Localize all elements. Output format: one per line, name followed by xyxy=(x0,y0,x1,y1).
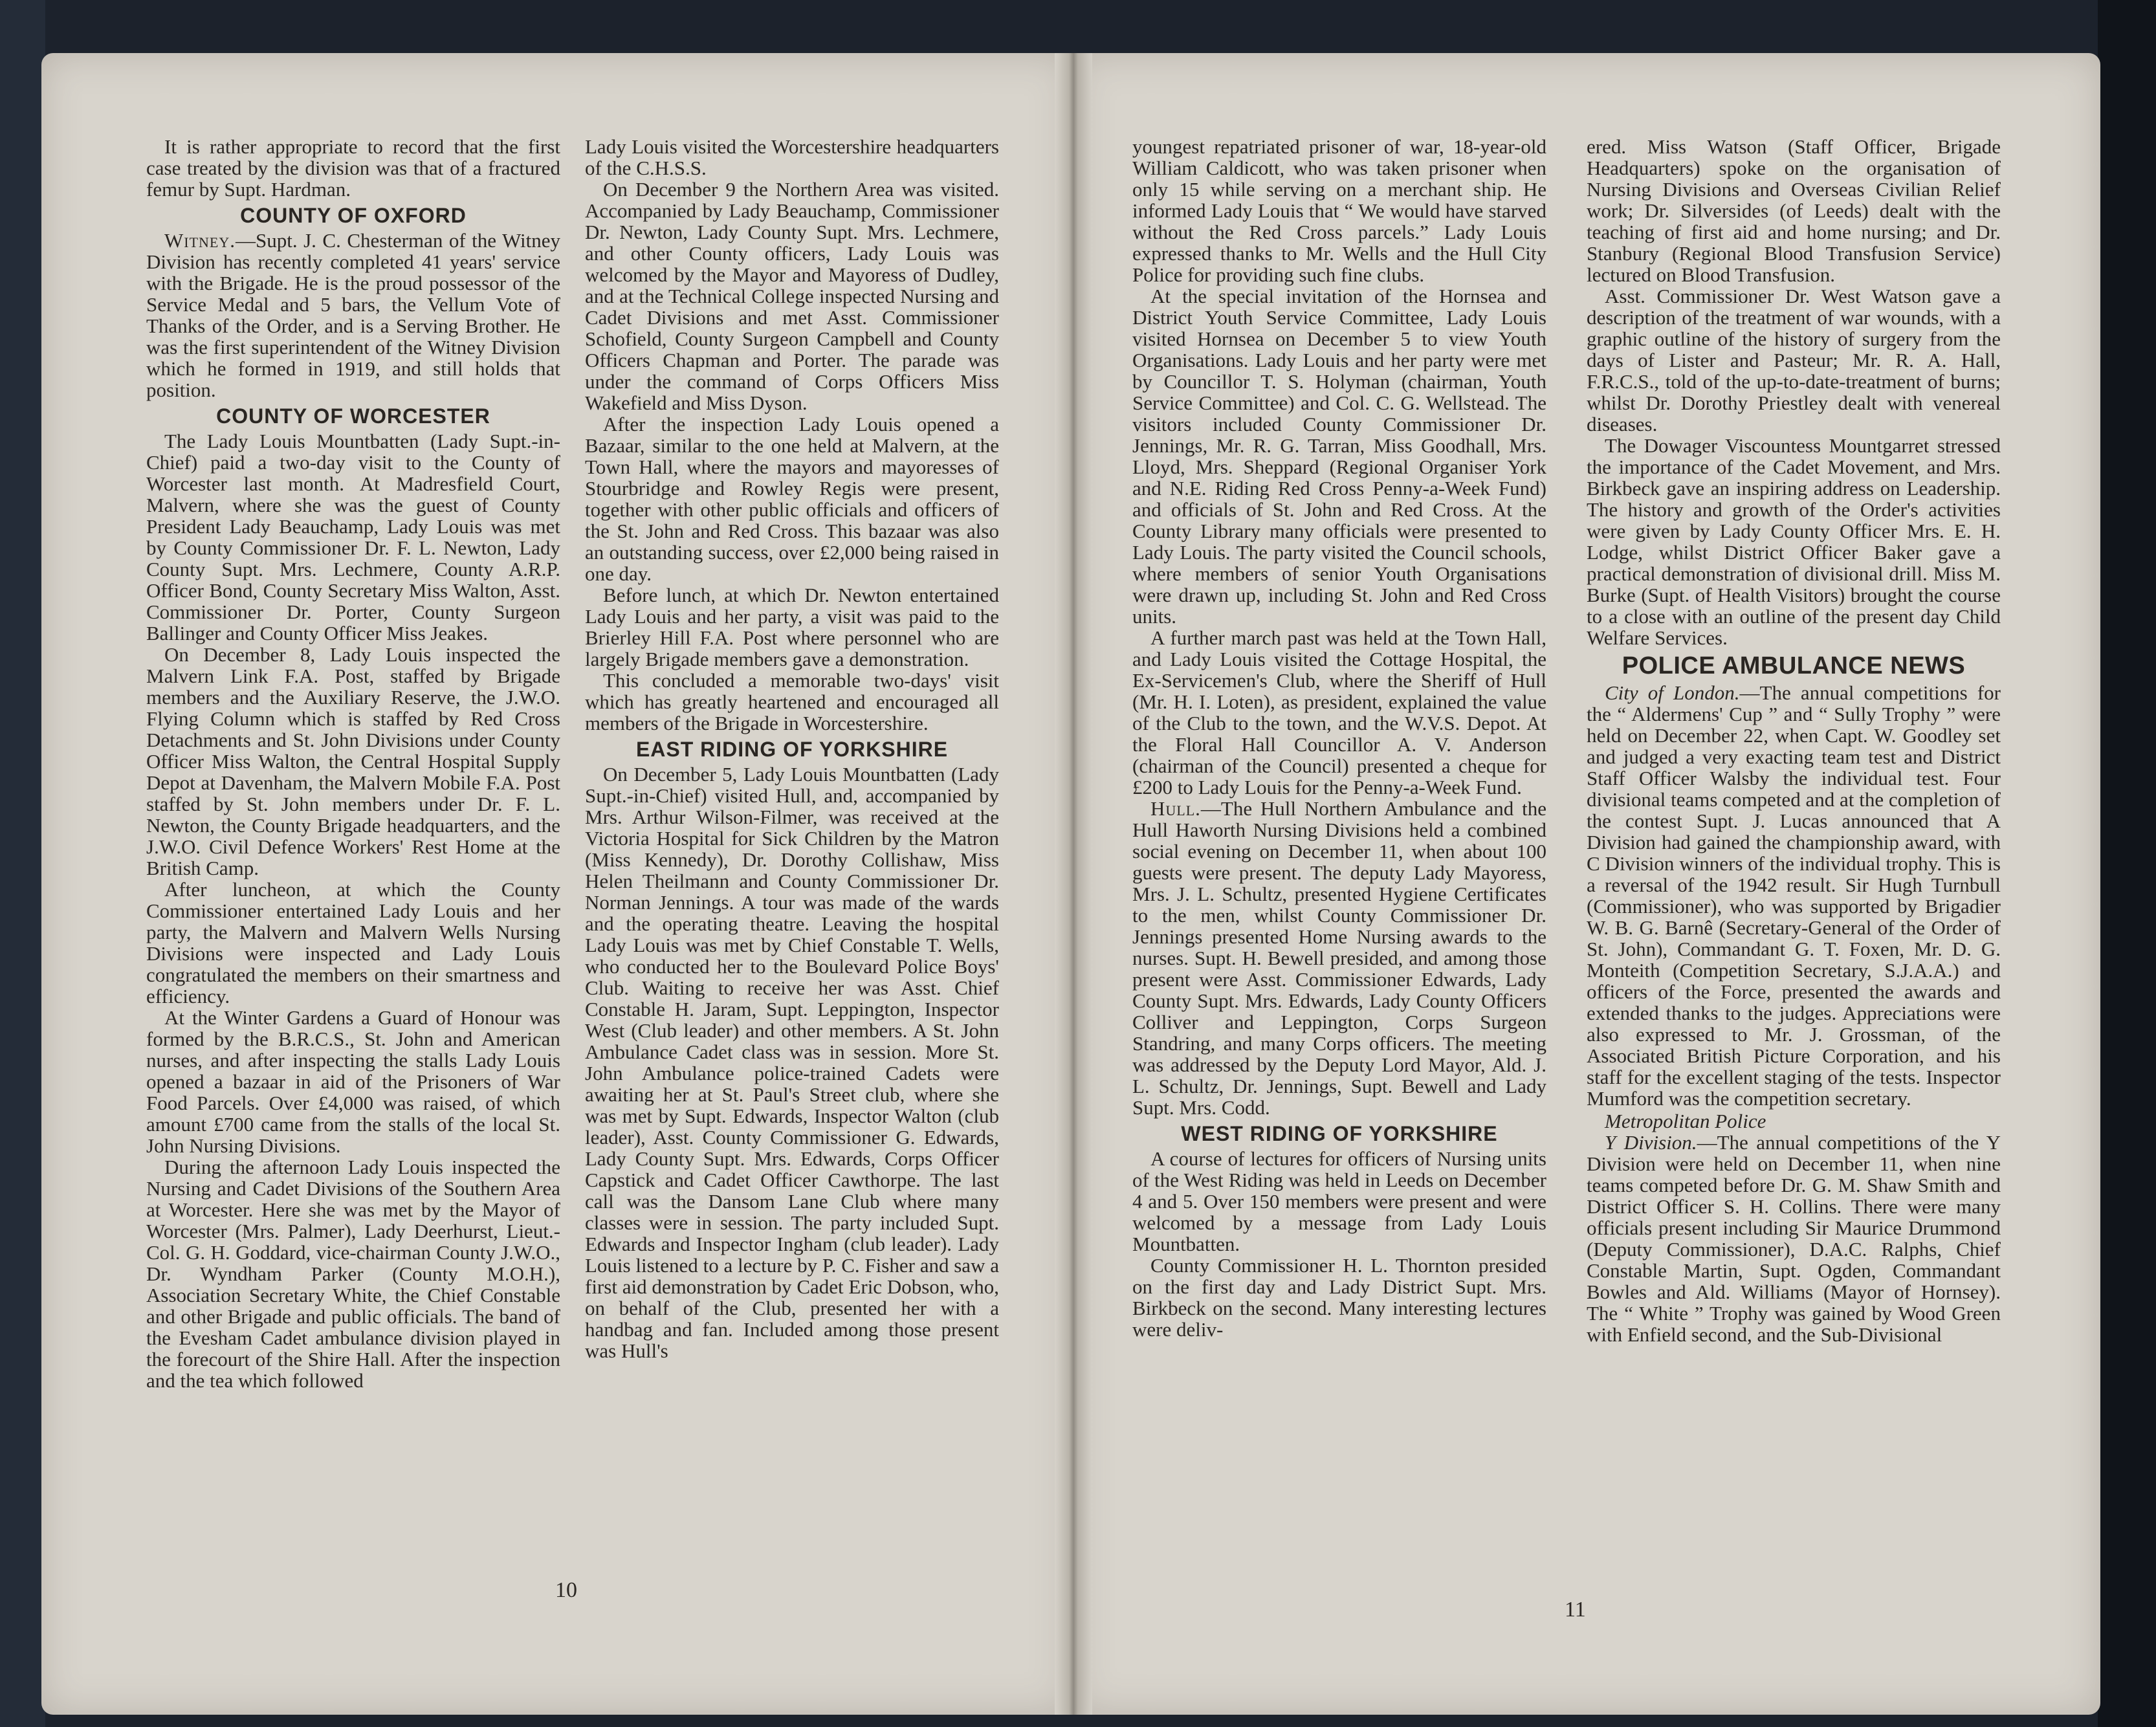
page-number-left: 10 xyxy=(555,1578,577,1602)
book-gutter xyxy=(1055,53,1092,1715)
paragraph: At the special invitation of the Hornsea and District Youth Service Committee, Lady Louis visited Hornsea on December 5 to view Youth Organisations. Lady Louis and her party were met by Councillor T. S. Holyman (chairman, Youth Service Committee) and Col. C. G. Wellstead. The visitors included County Commissioner Dr. Jennings, Mr. R. G. Tarran, Miss Goodhall, Mrs. Lloyd, Mrs. Sheppard (Regional Organiser York and N.E. Riding Red Cross Penny-a-Week Fund) and officials of St. John and Red Cross. At the County Library many officials were presented to Lady Louis. The party visited the Council schools, where members of senior Youth Organisations were drawn up, including St. John and Red Cross units. xyxy=(1132,285,1546,628)
paragraph: The Dowager Viscountess Mountgarret stressed the importance of the Cadet Movement, and Mrs. Birkbeck gave an inspiring address on Leadership. The history and growth of the Order's activities were given by Lady County Officer Mrs. E. H. Lodge, whilst District Officer Baker gave a practical demonstration of divisional drill. Miss M. Burke (Supt. of Health Visitors) brought the course to a close with an outline of the present day Child Welfare Services. xyxy=(1587,434,2001,649)
paragraph: Before lunch, at which Dr. Newton entertained Lady Louis and her party, a visit was paid to the Brierley Hill F.A. Post where personnel who are largely Brigade members gave a demonstration. xyxy=(585,584,999,670)
paragraph: A course of lectures for officers of Nursing units of the West Riding was held in Leeds on December 4 and 5. Over 150 members were present and were welcomed by a message from Lady Louis Mountbatten. xyxy=(1132,1147,1546,1255)
section-heading-county-of-worcester: COUNTY OF WORCESTER xyxy=(216,404,490,428)
paragraph: On December 8, Lady Louis inspected the Malvern Link F.A. Post, staffed by Brigade members and the Auxiliary Reserve, the J.W.O. Flying Column which is staffed by Red Cross Detachments and St. John Divisions under County Officer Miss Walton, the Central Hospital Supply Depot at Davenham, the Malvern Mobile F.A. Post staffed by St. John members under Dr. F. L. Newton, the County Brigade headquarters, and the J.W.O. Civil Defence Workers' Rest Home at the British Camp. xyxy=(146,643,560,879)
paragraph-text: —The Hull Northern Ambulance and the Hull Haworth Nursing Divisions held a combined social evening on December 11, when about 100 guests were present. The deputy Lady Mayoress, Mrs. J. L. Schultz, presented Hygiene Certificates to the men, whilst County Commissioner Dr. Jennings presented Home Nursing awards to the nurses. Supt. H. Bewell presided, and among those present were Asst. Commissioner Edwards, Lady County Supt. Mrs. Edwards, Lady County Officers Colliver and Leppington, Corps Surgeon Standring, and many Corps officers. The meeting was addressed by the Deputy Lord Mayor, Ald. J. L. Schultz, Dr. Jennings, Supt. Bewell and Lady Supt. Mrs. Codd. xyxy=(1132,797,1546,1119)
section-heading-west-riding-of-yorkshire: WEST RIDING OF YORKSHIRE xyxy=(1181,1122,1498,1145)
paragraph-y-division xyxy=(1587,1132,2001,1345)
run-in-heading-witney: Witney. xyxy=(164,229,236,252)
paragraph: During the afternoon Lady Louis inspected the Nursing and Cadet Divisions of the Southern Area at Worcester. Here she was met by the Mayor of Worcester (Mrs. Palmer), Lady Deerhurst, Lieut.-Col. G. H. Goddard, vice-chairman County J.W.O., Dr. Wyndham Parker (County M.O.H.), Association Secretary White, the Chief Constable and other Brigade and public officials. The band of the Evesham Cadet ambulance division played in the forecourt of the Shire Hall. After the inspection and the tea which followed xyxy=(146,1156,560,1392)
paragraph: After luncheon, at which the County Commissioner entertained Lady Louis and her party, the Malvern and Malvern Wells Nursing Divisions were inspected and Lady Louis congratulated the members on their smartness and efficiency. xyxy=(146,878,560,1007)
run-in-heading-hull: Hull. xyxy=(1150,797,1201,820)
paragraph-city-of-london xyxy=(1587,682,2001,1109)
paragraph: Asst. Commissioner Dr. West Watson gave a description of the treatment of war wounds, with a graphic outline of the history of surgery from the days of Lister and Pasteur; Mr. R. A. Hall, F.R.C.S., told of the up-to-date-treatment of burns; whilst Dr. Dorothy Priestley dealt with venereal diseases. xyxy=(1587,285,2001,435)
scanner-background-right xyxy=(2098,0,2156,1727)
paragraph: A further march past was held at the Town Hall, and Lady Louis visited the Cottage Hospital, the Ex-Servicemen's Club, where the Sheriff of Hull (Mr. H. I. Loten), as president, explained the value of the Club to the town, and the W.V.S. Depot. At the Floral Hall Councillor A. V. Anderson (chairman of the Council) presented a cheque for £200 to Lady Louis for the Penny-a-Week Fund. xyxy=(1132,626,1546,798)
paragraph: Lady Louis visited the Worcestershire headquarters of the C.H.S.S. xyxy=(585,135,999,179)
paragraph: At the Winter Gardens a Guard of Honour was formed by the B.R.C.S., St. John and American nurses, and after inspecting the stalls Lady Louis opened a bazaar in aid of the Prisoners of War Food Parcels. Over £4,000 was raised, of which amount £700 came from the stalls of the local St. John Nursing Divisions. xyxy=(146,1006,560,1157)
subheading-metropolitan-police: Metropolitan Police xyxy=(1605,1110,1766,1132)
paragraph: This concluded a memorable two-days' visit which has greatly heartened and encouraged all members of the Brigade in Worcestershire. xyxy=(585,669,999,734)
paragraph: County Commissioner H. L. Thornton presided on the first day and Lady District Supt. Mrs. Birkbeck on the second. Many interesting lectures were deliv- xyxy=(1132,1254,1546,1341)
scanner-background-left xyxy=(0,0,45,1727)
paragraph-text: —The annual competitions of the Y Division were held on December 11, when nine teams competed before Dr. G. M. Shaw Smith and District Officer S. H. Collins. There were many officials present including Sir Maurice Drummond (Deputy Commissioner), D.A.C. Ralphs, Chief Constable Martin, Supt. Ogden, Commandant Bowles and Ald. Williams (Mayor of Hornsey). The “ White ” Trophy was gained by Wood Green with Enfield second, and the Sub-Divisional xyxy=(1587,1131,2001,1346)
page-number-right: 11 xyxy=(1565,1598,1586,1622)
paragraph: youngest repatriated prisoner of war, 18-year-old William Caldicott, who was taken prisoner when only 15 while serving on a merchant ship. He informed Lady Louis that “ We would have starved without the Red Cross parcels.” Lady Louis expressed thanks to Mr. Wells and the Hull City Police for providing such fine clubs. xyxy=(1132,135,1546,286)
paragraph: After the inspection Lady Louis opened a Bazaar, similar to the one held at Malvern, at the Town Hall, where the mayors and mayoresses of Stourbridge and Rowley Regis were present, together with other public officials and officers of the St. John and Red Cross. This bazaar was also an outstanding success, over £2,000 being raised in one day. xyxy=(585,413,999,585)
paragraph-hull xyxy=(1132,798,1546,1118)
left-page-column-1 xyxy=(146,136,560,1391)
section-heading-police-ambulance-news: POLICE AMBULANCE NEWS xyxy=(1622,652,1966,679)
run-in-heading-city-of-london: City of London. xyxy=(1605,681,1740,704)
paragraph: On December 9 the Northern Area was visited. Accompanied by Lady Beauchamp, Commissioner Dr. Newton, Lady County Supt. Mrs. Lechmere, and other County officers, Lady Louis was welcomed by the Mayor and Mayoress of Dudley, and at the Technical College inspected Nursing and Cadet Divisions and met Asst. Commissioner Schofield, County Surgeon Campbell and County Officers Chapman and Porter. The parade was under the command of Corps Officers Miss Wakefield and Miss Dyson. xyxy=(585,178,999,414)
paragraph: The Lady Louis Mountbatten (Lady Supt.-in-Chief) paid a two-day visit to the County of Worcester last month. At Madresfield Court, Malvern, where she was the guest of County President Lady Beauchamp, Lady Louis was met by County Commissioner Dr. F. L. Newton, Lady County Supt. Mrs. Lechmere, County A.R.P. Officer Bond, County Secretary Miss Walton, Asst. Commissioner Dr. Porter, County Surgeon Ballinger and County Officer Miss Jeakes. xyxy=(146,430,560,644)
section-heading-east-riding-of-yorkshire: EAST RIDING OF YORKSHIRE xyxy=(635,738,949,761)
left-page-column-2 xyxy=(585,136,999,1361)
paragraph-text: —The annual competitions for the “ Aldermens' Cup ” and “ Sully Trophy ” were held on December 22, when Capt. W. Goodley set and judged a very exacting team test and District Staff Officer Walsby the individual test. Four divisional teams competed and at the completion of the contest Supt. J. Lucas announced that A Division had gained the championship award, with C Division winners of the individual trophy. This is a reversal of the 1942 result. Sir Hugh Turnbull (Commissioner), who was supported by Brigadier W. B. G. Barnê (Secretary-General of the Order of St. John), Commandant G. T. Foxen, Mr. D. G. Monteith (Competition Secretary, S.J.A.A.) and officers of the Force, presented the awards and extended thanks to the judges. Appreciations were also expressed to Mr. J. Grossman, of the Associated British Picture Corporation, and his staff for the excellent staging of the tests. Inspector Mumford was the competition secretary. xyxy=(1587,681,2001,1110)
right-page-column-2 xyxy=(1587,136,2001,1345)
paragraph-text: —Supt. J. C. Chesterman of the Witney Division has recently completed 41 years' service with the Brigade. He is the proud possessor of the Service Medal and 5 bars, the Vellum Vote of Thanks of the Order, and is a Serving Brother. He was the first superintendent of the Witney Division which he formed in 1919, and still holds that position. xyxy=(146,229,560,401)
section-heading-county-of-oxford: COUNTY OF OXFORD xyxy=(240,204,467,227)
paragraph: ered. Miss Watson (Staff Officer, Brigade Headquarters) spoke on the organisation of Nursing Divisions and Overseas Civilian Relief work; Dr. Silversides (of Leeds) dealt with the teaching of first aid and home nursing; and Dr. Stanbury (Regional Blood Transfusion Service) lectured on Blood Transfusion. xyxy=(1587,135,2001,286)
paragraph: On December 5, Lady Louis Mountbatten (Lady Supt.-in-Chief) visited Hull, and, accompanied by Mrs. Arthur Wilson-Filmer, was received at the Victoria Hospital for Sick Children by the Matron (Miss Kennedy), Dr. Dorothy Collishaw, Miss Helen Theilmann and County Commissioner Dr. Norman Jennings. A tour was made of the wards and the operating theatre. Leaving the hospital Lady Louis was met by Chief Constable T. Wells, who conducted her to the Boulevard Police Boys' Club. Waiting to receive her was Asst. Chief Constable H. Jaram, Supt. Leppington, Inspector West (Club leader) and other members. A St. John Ambulance Cadet class was in session. More St. John Ambulance police-trained Cadets were awaiting her at St. Paul's Street club, where she was met by Supt. Edwards, Inspector Walton (club leader), Asst. County Commissioner G. Edwards, Lady County Supt. Mrs. Edwards, Corps Officer Capstick and Cadet Officer Cawthorpe. The last call was the Dansom Lane Club where many classes were in session. The party included Supt. Edwards and Inspector Ingham (club leader). Lady Louis listened to a lecture by P. C. Fisher and saw a first aid demonstration by Cadet Eric Dobson, who, on behalf of the Club, presented her with a handbag and fan. Included among those present was Hull's xyxy=(585,763,999,1362)
run-in-heading-y-division: Y Division. xyxy=(1605,1131,1697,1154)
right-page-column-1 xyxy=(1132,136,1546,1340)
paragraph: It is rather appropriate to record that the first case treated by the division was that of a fractured femur by Supt. Hardman. xyxy=(146,135,560,201)
paragraph-witney xyxy=(146,230,560,401)
